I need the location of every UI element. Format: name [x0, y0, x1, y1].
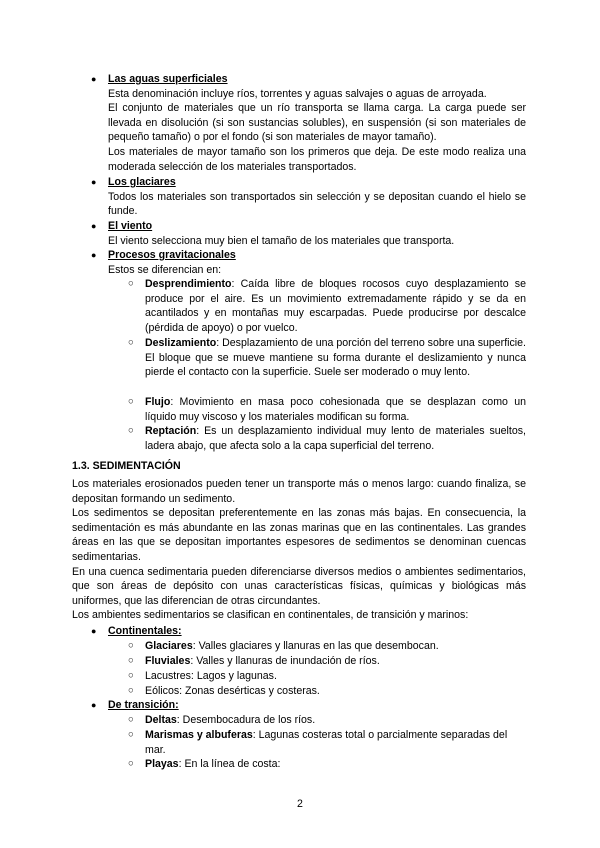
paragraph: En una cuenca sedimentaria pueden diferenciarse diversos medios o ambientes sedimentarios, que son áreas de depósito con unas características físicas, químicas y biológicas más uniformes, que las diferencian de otras circundantes.	[72, 565, 526, 607]
term: Flujo	[145, 396, 171, 408]
transition-title: De transición:	[108, 699, 179, 711]
term: Desprendimiento	[145, 278, 232, 290]
paragraph: Todos los materiales son transportados sin selección y se depositan cuando el hielo se funde.	[108, 190, 526, 218]
circle-bullet-icon: ○	[128, 278, 134, 289]
definition: Lacustres: Lagos y lagunas.	[145, 670, 277, 682]
list-item-flujo	[145, 395, 526, 424]
section-title: El viento	[108, 220, 153, 232]
bullet-icon: ●	[91, 74, 97, 84]
circle-bullet-icon: ○	[128, 640, 134, 651]
term: Reptación	[145, 425, 197, 437]
section-aguas-superficiales	[108, 72, 526, 174]
section-title: Procesos gravitacionales	[108, 249, 236, 261]
bullet-icon: ●	[91, 250, 97, 260]
paragraph: Los materiales de mayor tamaño son los primeros que deja. De este modo realiza una moderada selección de los materiales transportados.	[108, 145, 526, 173]
circle-bullet-icon: ○	[128, 655, 134, 666]
circle-bullet-icon: ○	[128, 758, 134, 769]
bullet-icon: ●	[91, 177, 97, 187]
section-heading: 1.3. SEDIMENTACIÓN	[72, 460, 181, 472]
list-item-deslizamiento	[145, 336, 526, 380]
list-item-desprendimiento	[145, 277, 526, 335]
circle-bullet-icon: ○	[128, 396, 134, 407]
definition: : Caída libre de bloques rocosos cuyo desplazamiento se produce por el aire. Es un movimiento extremadamente rápido y se da en acantilados y en montañas muy escarpadas. Puede producirse por descalce (pérdida de apoyo) o por vuelco.	[145, 278, 526, 334]
definition: : Movimiento en masa poco cohesionada que se desplazan como un líquido muy viscoso y los materiales modifican su forma.	[145, 396, 526, 423]
section-procesos-gravitacionales	[108, 248, 526, 277]
term: Playas	[145, 758, 179, 770]
definition: : En la línea de costa:	[178, 758, 281, 770]
list-item-lacustres	[145, 669, 526, 684]
bullet-icon: ●	[91, 221, 97, 231]
list-item-eolicos	[145, 684, 526, 699]
circle-bullet-icon: ○	[128, 729, 134, 740]
list-item-glaciares	[145, 639, 526, 654]
circle-bullet-icon: ○	[128, 714, 134, 725]
definition: : Es un desplazamiento individual muy lento de materiales sueltos, ladera abajo, que afecta solo a la capa superficial del terreno.	[145, 425, 526, 452]
paragraph: El viento selecciona muy bien el tamaño de los materiales que transporta.	[108, 234, 455, 247]
definition: : Valles glaciares y llanuras en las que desembocan.	[192, 640, 439, 652]
continental-title: Continentales:	[108, 625, 182, 637]
list-item-playas	[145, 757, 526, 772]
paragraph: El conjunto de materiales que un río transporta se llama carga. La carga puede ser llevada en disolución (si son sustancias solubles), en suspensión (si son materiales de pequeño tamaño) o por el fondo (si son materiales de mayor tamaño).	[108, 102, 526, 144]
circle-bullet-icon: ○	[128, 337, 134, 348]
circle-bullet-icon: ○	[128, 670, 134, 681]
list-item-fluviales	[145, 654, 526, 669]
sedimentation-body	[72, 477, 526, 623]
list-item-reptacion	[145, 424, 526, 453]
section-title: Los glaciares	[108, 176, 176, 188]
circle-bullet-icon: ○	[128, 425, 134, 436]
circle-bullet-icon: ○	[128, 685, 134, 696]
section-viento	[108, 219, 526, 248]
paragraph: Estos se diferencian en:	[108, 263, 222, 276]
term: Glaciares	[145, 640, 193, 652]
definition: : Valles y llanuras de inundación de ríos.	[190, 655, 380, 667]
page-number: 2	[297, 798, 303, 810]
bullet-icon: ●	[91, 700, 97, 710]
bullet-icon: ●	[91, 626, 97, 636]
section-glaciares	[108, 175, 526, 219]
definition: : Desplazamiento de una porción del terreno sobre una superficie. El bloque que se mueve mantiene su forma durante el deslizamiento y nunca pierde el contacto con la superficie. Suele ser moderado o muy lento.	[145, 337, 526, 379]
term: Deslizamiento	[145, 337, 217, 349]
list-item-deltas	[145, 713, 526, 728]
paragraph: Los ambientes sedimentarios se clasifican en continentales, de transición y marinos:	[72, 609, 469, 622]
paragraph: Los sedimentos se depositan preferentemente en las zonas más bajas. En consecuencia, la sedimentación es más abundante en las zonas marinas que en las continentales. Las grandes áreas en las que se depositan importantes espesores de sedimentos se denominan cuencas sedimentarias.	[72, 507, 526, 563]
paragraph: Los materiales erosionados pueden tener un transporte más o menos largo: cuando finaliza, se depositan formando un sedimento.	[72, 478, 526, 505]
section-title: Las aguas superficiales	[108, 73, 228, 85]
definition: Eólicos: Zonas desérticas y costeras.	[145, 685, 320, 697]
definition: : Desembocadura de los ríos.	[176, 714, 316, 726]
term: Deltas	[145, 714, 177, 726]
term: Marismas y albuferas	[145, 729, 253, 741]
list-item-marismas	[145, 728, 526, 757]
term: Fluviales	[145, 655, 191, 667]
paragraph: Esta denominación incluye ríos, torrentes y aguas salvajes o aguas de arroyada.	[108, 87, 487, 100]
definition: : Lagunas costeras total o parcialmente separadas del mar.	[145, 729, 508, 756]
